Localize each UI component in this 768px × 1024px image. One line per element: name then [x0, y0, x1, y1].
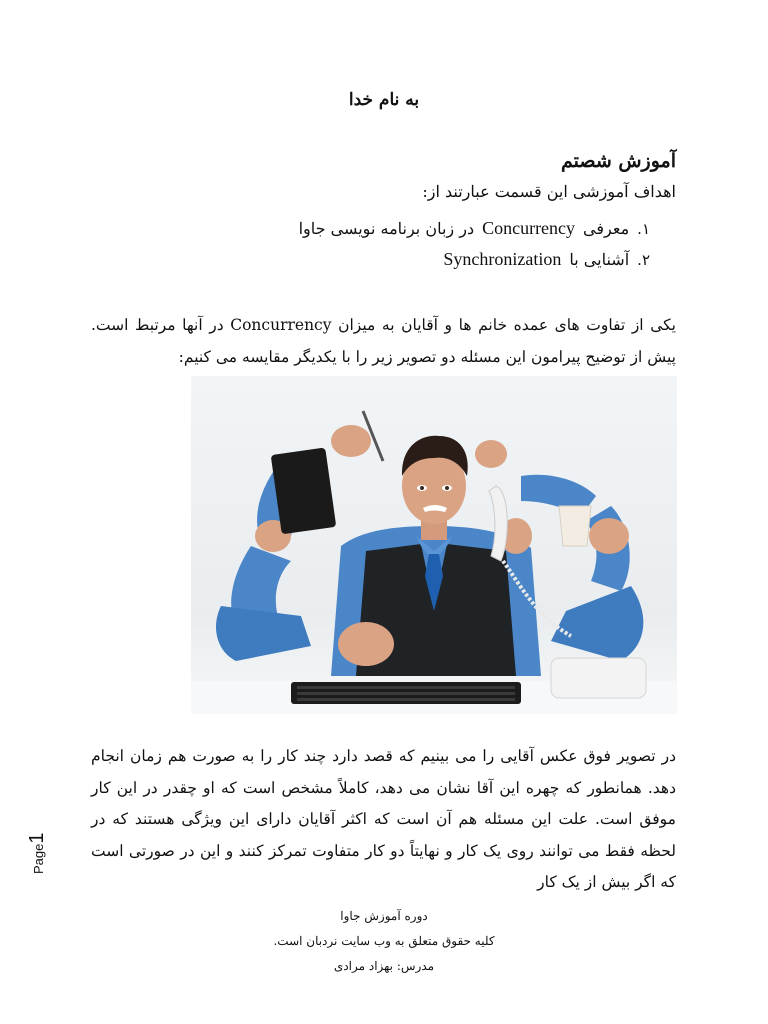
goal-latin-term: Concurrency	[482, 218, 576, 238]
page-number-label	[26, 833, 49, 875]
page-number: 1	[26, 832, 48, 844]
goal-number: ۲.	[637, 251, 650, 269]
footer-rights: کلیه حقوق متعلق به وب سایت نردبان است.	[273, 934, 495, 948]
goal-text-pre: معرفی	[583, 219, 630, 238]
page-word: Page	[31, 843, 46, 874]
goal-number: ۱.	[637, 220, 650, 238]
goal-text-pre: آشنایی با	[569, 250, 630, 269]
footer-course: دوره آموزش جاوا	[340, 909, 428, 923]
goal-item-1	[299, 218, 650, 239]
basmala-heading: به نام خدا	[348, 90, 420, 110]
explanation-paragraph: در تصویر فوق عکس آقایی را می بینیم که قصد دارد چند کار را به صورت هم زمان انجام دهد. همانطور که چهره این آقا نشان می دهد، کاملاً مشخص است که او چقدر در این کار موفق است. علت این مسئله هم آن است که اکثر آقایان دارای این ویژگی هستند که در لحظه فقط می توانند روی یک کار و نهایتاً دو کار متفاوت تمرکز کنند و این در صورتی است که اگر بیش از یک کار	[91, 747, 676, 891]
goal-latin-term: Synchronization	[443, 249, 562, 269]
goals-intro: اهداف آموزشی این قسمت عبارتند از:	[422, 182, 676, 201]
intro-paragraph: یکی از تفاوت های عمده خانم ها و آقایان به میزان Concurrency در آنها مرتبط است. پیش از توضیح پیرامون این مسئله دو تصویر زیر را با یکدیگر مقایسه می کنیم:	[91, 316, 676, 366]
footer-instructor: مدرس: بهزاد مرادی	[333, 959, 435, 973]
multitasking-man-photo	[191, 376, 677, 714]
goal-text-post: در زبان برنامه نویسی جاوا	[298, 219, 475, 238]
lesson-title: آموزش شصتم	[560, 150, 676, 172]
goal-item-2	[443, 249, 650, 270]
